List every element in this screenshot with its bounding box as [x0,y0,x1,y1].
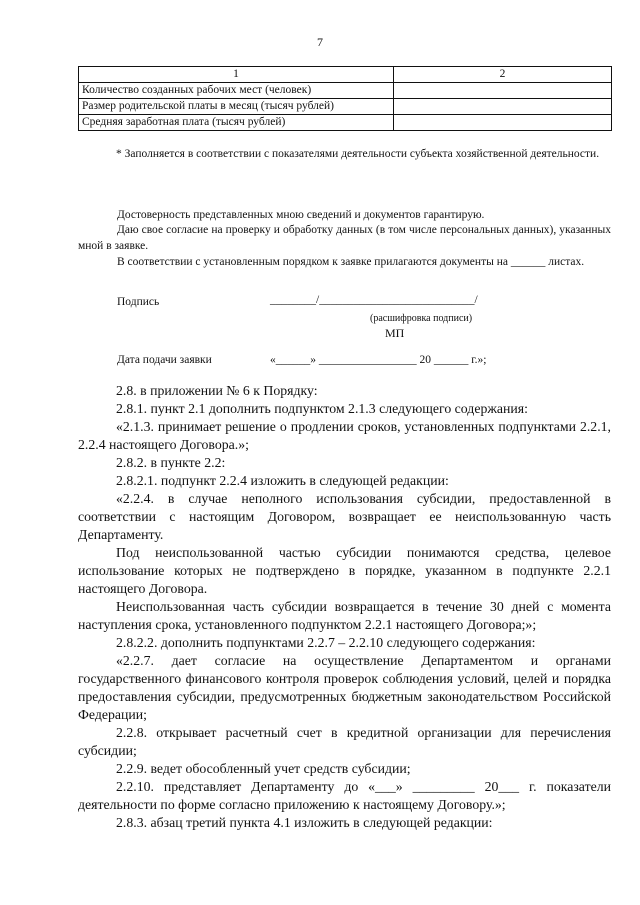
paragraph: 2.2.10. представляет Департаменту до «___» _________ 20___ г. показатели деятельности по форме согласно приложению к настоящему Договору.»; [78,779,611,812]
table-cell: Количество созданных рабочих мест (человек) [79,83,394,99]
paragraph: 2.8.1. пункт 2.1 дополнить подпунктом 2.1.3 следующего содержания: [116,401,528,416]
signature-label: Подпись [117,296,160,308]
stamp-placeholder: МП [385,326,405,340]
submission-date-label: Дата подачи заявки [117,354,212,366]
table-header-row [79,67,612,83]
paragraph: 2.8.3. абзац третий пункта 4.1 изложить в следующей редакции: [116,815,493,830]
table-row [79,83,612,99]
paragraph: 2.8.2.2. дополнить подпунктами 2.2.7 – 2.2.10 следующего содержания: [116,635,536,650]
paragraph: 2.8.2. в пункте 2.2: [116,455,226,470]
table-cell [394,83,612,99]
table-cell [394,115,612,131]
declaration-line-3: В соответствии с установленным порядком к заявке прилагаются документы на ______ листах. [117,256,585,268]
paragraph: 2.8.2.1. подпункт 2.2.4 изложить в следующей редакции: [116,473,449,488]
footnote: * Заполняется в соответствии с показателями деятельности субъекта хозяйственной деятельности. [116,148,600,160]
table-cell: Размер родительской платы в месяц (тысяч рублей) [79,99,394,115]
table-header-cell: 2 [394,67,612,83]
paragraph: 2.2.8. открывает расчетный счет в кредитной организации для перечисления субсидии; [78,725,611,758]
paragraph: Неиспользованная часть субсидии возвращается в течение 30 дней с момента наступления срока, установленного подпунктом 2.2.1 настоящего Договора;»; [78,599,611,632]
table-row [79,115,612,131]
paragraph: 2.8. в приложении № 6 к Порядку: [116,383,318,398]
paragraph: «2.1.3. принимает решение о продлении сроков, установленных подпунктами 2.2.1, 2.2.4 настоящего Договора.»; [78,419,611,452]
paragraph: Под неиспользованной частью субсидии понимаются средства, целевое использование которых не подтверждено в порядке, указанном в подпункте 2.2.1 настоящего Договора. [78,545,611,596]
submission-date-line: «______» _________________ 20 ______ г.»; [270,354,487,366]
table-cell [394,99,612,115]
table-row [79,99,612,115]
indicators-table [78,66,612,131]
paragraph: «2.2.4. в случае неполного использования субсидии, предоставленной в соответствии с настоящим Договором, возвращает ее неиспользованную часть Департаменту. [78,491,611,542]
paragraph: «2.2.7. дает согласие на осуществление Департаментом и органами государственного финансового контроля проверок соблюдения условий, целей и порядка предоставления субсидии, предусмотренных бюджетным законодательством Российской Федерации; [78,653,611,722]
signature-line: ________/___________________________/ [270,294,478,306]
amendments-text [78,382,611,832]
declaration-line-1: Достоверность представленных мною сведений и документов гарантирую. [117,209,485,221]
table-cell: Средняя заработная плата (тысяч рублей) [79,115,394,131]
page-number: 7 [317,35,323,49]
table-header-cell: 1 [79,67,394,83]
paragraph: 2.2.9. ведет обособленный учет средств субсидии; [116,761,411,776]
declaration-line-2: Даю свое согласие на проверку и обработку данных (в том числе персональных данных), указанных мной в заявке. [78,224,611,252]
signature-caption: (расшифровка подписи) [370,313,473,324]
